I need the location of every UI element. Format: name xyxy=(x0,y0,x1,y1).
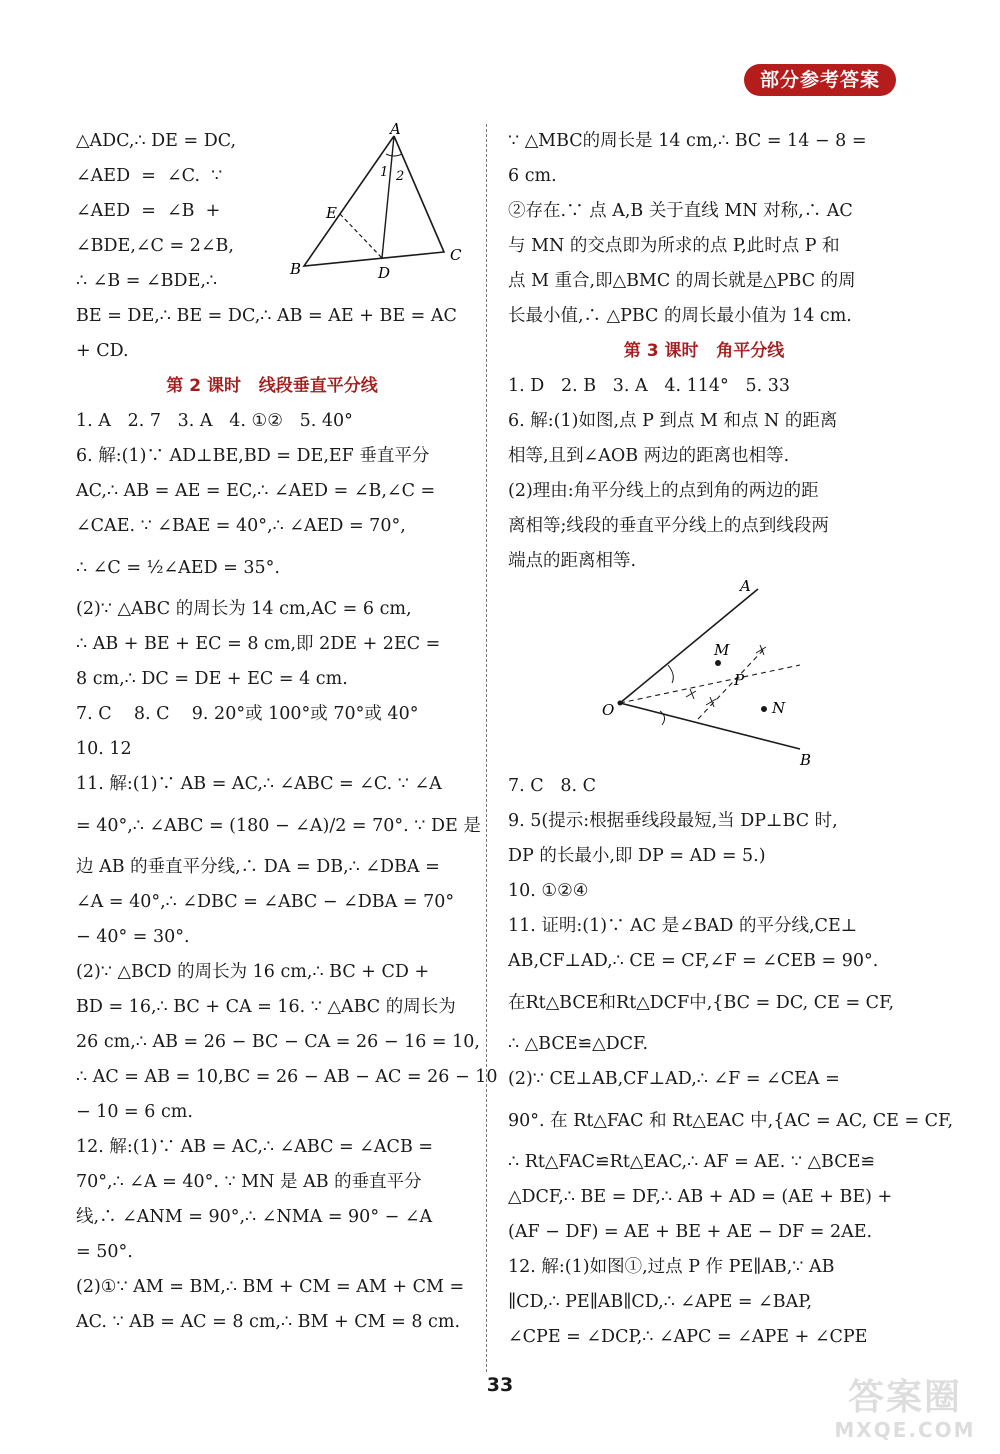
answer-line: 离相等;线段的垂直平分线上的点到线段两 xyxy=(508,516,829,536)
label-o: O xyxy=(602,701,615,719)
answer-line: − 40° = 30°. xyxy=(76,927,190,947)
answer-line: DP 的长最小,即 DP = AD = 5.) xyxy=(508,846,766,866)
perpendicular-bisector-mn xyxy=(698,647,766,719)
answer-line: 7. C 8. C xyxy=(508,776,596,796)
answer-line: 12. 解:(1)∵ AB = AC,∴ ∠ABC = ∠ACB = xyxy=(76,1137,434,1157)
answer-line: 相等,且到∠AOB 两边的距离也相等. xyxy=(508,446,790,466)
label-c: C xyxy=(450,246,462,264)
answer-line: ∠CPE = ∠DCP,∴ ∠APC = ∠APE + ∠CPE xyxy=(508,1327,868,1347)
answer-line: (2)∵ CE⊥AB,CF⊥AD,∴ ∠F = ∠CEA = xyxy=(508,1069,840,1089)
answer-line: ∥CD,∴ PE∥AB∥CD,∴ ∠APE = ∠BAP, xyxy=(508,1292,813,1312)
answer-line: 11. 证明:(1)∵ AC 是∠BAD 的平分线,CE⊥ xyxy=(508,916,858,936)
label-e: E xyxy=(326,204,337,222)
answer-line: (2)理由:角平分线上的点到角的两边的距 xyxy=(508,481,819,501)
answer-line: AC. ∵ AB = AC = 8 cm,∴ BM + CM = 8 cm. xyxy=(76,1312,461,1332)
answer-line: BE = DE,∴ BE = DC,∴ AB = AE + BE = AC xyxy=(76,306,457,326)
answer-line: 在Rt△BCE和Rt△DCF中,{BC = DC, CE = CF, xyxy=(508,993,895,1013)
answer-line: ∴ △BCE≌△DCF. xyxy=(508,1034,649,1054)
answer-line: ②存在.∵ 点 A,B 关于直线 MN 对称,∴ AC xyxy=(508,201,853,221)
answer-line: (AF − DF) = AE + BE + AE − DF = 2AE. xyxy=(508,1222,873,1242)
answer-line: ∴ ∠C = ½∠AED = 35°. xyxy=(76,558,280,578)
point-n xyxy=(761,706,767,712)
label-d: D xyxy=(378,264,391,282)
answer-line: 长最小值,∴ △PBC 的周长最小值为 14 cm. xyxy=(508,306,852,326)
column-divider xyxy=(486,124,487,1372)
answer-line: 8 cm,∴ DC = DE + EC = 4 cm. xyxy=(76,669,348,689)
answer-line: (2)∵ △BCD 的周长为 16 cm,∴ BC + CD + xyxy=(76,962,430,982)
section-banner: 部分参考答案 xyxy=(744,64,896,96)
right-column xyxy=(508,124,954,1355)
answer-line: ∴ ∠B = ∠BDE,∴ xyxy=(76,271,218,291)
answer-line: ∵ △MBC的周长是 14 cm,∴ BC = 14 − 8 = xyxy=(508,131,867,151)
label-angle2: 2 xyxy=(396,169,405,184)
answer-line: AC,∴ AB = AE = EC,∴ ∠AED = ∠B,∠C = xyxy=(76,481,436,501)
answer-line: 6. 解:(1)如图,点 P 到点 M 和点 N 的距离 xyxy=(508,411,838,431)
answer-line: ∠BDE,∠C = 2∠B, xyxy=(76,236,234,256)
answer-line: △ADC,∴ DE = DC, xyxy=(76,131,237,151)
page-number: 33 xyxy=(486,1374,514,1396)
answer-line: ∴ Rt△FAC≌Rt△EAC,∴ AF = AE. ∵ △BCE≌ xyxy=(508,1152,876,1172)
answer-line: = 50°. xyxy=(76,1242,133,1262)
label-b: B xyxy=(290,260,302,278)
label-b: B xyxy=(800,751,812,769)
answer-line: 6. 解:(1)∵ AD⊥BE,BD = DE,EF 垂直平分 xyxy=(76,446,430,466)
answer-line: 6 cm. xyxy=(508,166,557,186)
answer-line: 26 cm,∴ AB = 26 − BC − CA = 26 − 16 = 10, xyxy=(76,1032,480,1052)
answer-line: AB,CF⊥AD,∴ CE = CF,∠F = ∠CEB = 90°. xyxy=(508,951,879,971)
answer-line: 1. D 2. B 3. A 4. 114° 5. 33 xyxy=(508,376,790,396)
answer-line: ∠AED = ∠B + xyxy=(76,201,221,221)
answer-line: BD = 16,∴ BC + CA = 16. ∵ △ABC 的周长为 xyxy=(76,997,456,1017)
label-p: P xyxy=(734,671,745,689)
angle-bisector-figure xyxy=(508,579,900,769)
answer-line: 10. 12 xyxy=(76,739,132,759)
answer-line: 边 AB 的垂直平分线,∴ DA = DB,∴ ∠DBA = xyxy=(76,857,440,877)
answer-line: 90°. 在 Rt△FAC 和 Rt△EAC 中,{AC = AC, CE = CF, xyxy=(508,1111,954,1131)
label-a: A xyxy=(390,120,401,138)
watermark-bottom: MXQE.COM xyxy=(834,1418,976,1442)
label-m: M xyxy=(714,641,730,659)
left-column xyxy=(76,124,498,1340)
answer-line: △DCF,∴ BE = DF,∴ AB + AD = (AE + BE) + xyxy=(508,1187,893,1207)
point-o xyxy=(618,701,623,706)
answer-line: ∠CAE. ∵ ∠BAE = 40°,∴ ∠AED = 70°, xyxy=(76,516,406,536)
answer-line: + CD. xyxy=(76,341,129,361)
answer-line: 1. A 2. 7 3. A 4. ①② 5. 40° xyxy=(76,411,353,431)
answer-line: (2)①∵ AM = BM,∴ BM + CM = AM + CM = xyxy=(76,1277,465,1297)
label-angle1: 1 xyxy=(380,165,389,180)
answer-line: 9. 5(提示:根据垂线段最短,当 DP⊥BC 时, xyxy=(508,811,838,831)
section-heading: 第 3 课时 角平分线 xyxy=(623,341,785,361)
watermark xyxy=(820,1378,990,1448)
answer-line: ∠AED = ∠C. ∵ xyxy=(76,166,223,186)
answer-line: 70°,∴ ∠A = 40°. ∵ MN 是 AB 的垂直平分 xyxy=(76,1172,422,1192)
answer-line: 10. ①②④ xyxy=(508,881,589,901)
answer-line: ∴ AC = AB = 10,BC = 26 − AB − AC = 26 − 10 xyxy=(76,1067,498,1087)
answer-line: 端点的距离相等. xyxy=(508,551,637,571)
answer-line: − 10 = 6 cm. xyxy=(76,1102,193,1122)
watermark-top: 答案圈 xyxy=(847,1377,962,1418)
answer-line: ∠A = 40°,∴ ∠DBC = ∠ABC − ∠DBA = 70° xyxy=(76,892,455,912)
answer-line: 12. 解:(1)如图①,过点 P 作 PE∥AB,∵ AB xyxy=(508,1257,835,1277)
answer-line: 11. 解:(1)∵ AB = AC,∴ ∠ABC = ∠C. ∵ ∠A xyxy=(76,774,442,794)
answer-line: (2)∵ △ABC 的周长为 14 cm,AC = 6 cm, xyxy=(76,599,412,619)
answer-line: = 40°,∴ ∠ABC = (180 − ∠A)/2 = 70°. ∵ DE 是 xyxy=(76,816,481,836)
answer-line: 点 M 重合,即△BMC 的周长就是△PBC 的周 xyxy=(508,271,856,291)
section-heading: 第 2 课时 线段垂直平分线 xyxy=(166,376,378,396)
answer-line: 与 MN 的交点即为所求的点 P,此时点 P 和 xyxy=(508,236,840,256)
label-n: N xyxy=(772,699,786,717)
arc-oa xyxy=(668,665,673,683)
answer-line: ∴ AB + BE + EC = 8 cm,即 2DE + 2EC = xyxy=(76,634,441,654)
label-a: A xyxy=(740,577,751,595)
answer-line: 7. C 8. C 9. 20°或 100°或 70°或 40° xyxy=(76,704,419,724)
point-m xyxy=(715,660,721,666)
answer-line: 线,∴ ∠ANM = 90°,∴ ∠NMA = 90° − ∠A xyxy=(76,1207,433,1227)
